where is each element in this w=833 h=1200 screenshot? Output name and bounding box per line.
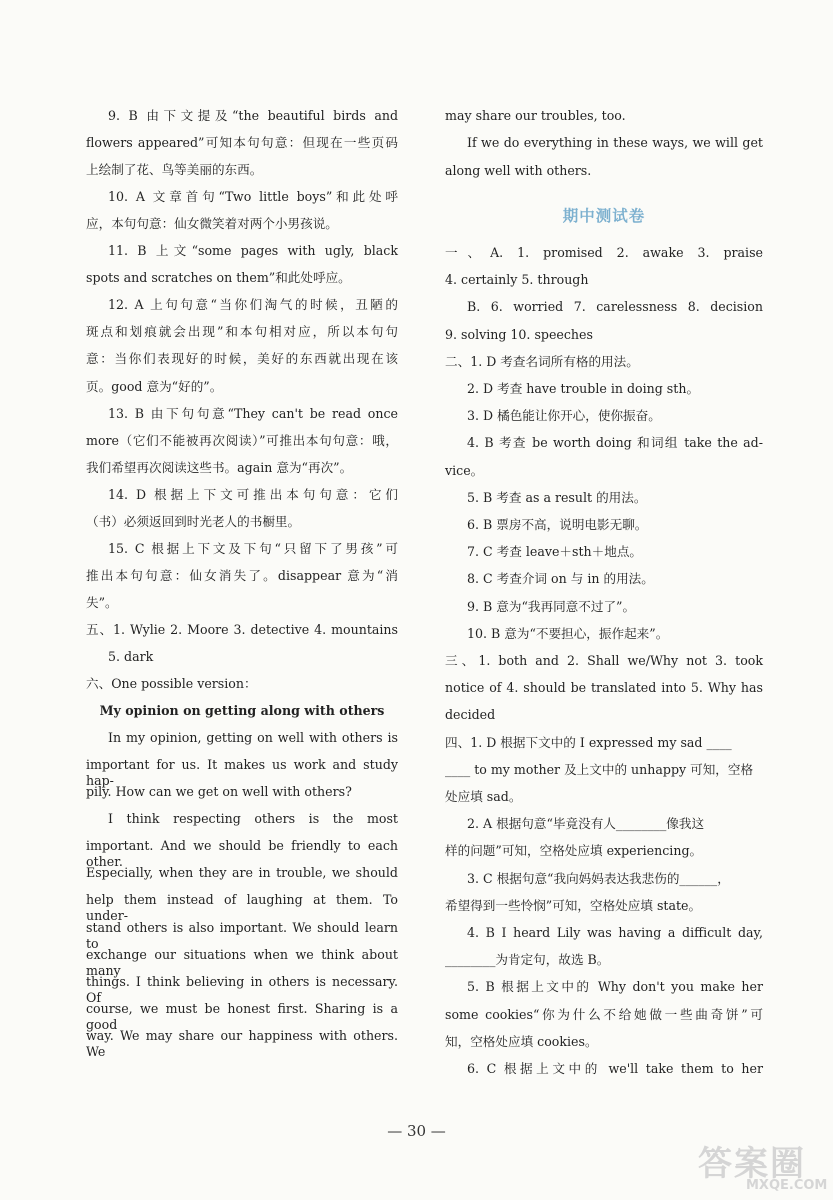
text-line: important. And we should be friendly to each other.	[86, 838, 398, 870]
text-line: B. 6. worried 7. carelessness 8. decision	[467, 299, 763, 315]
text-line: 六、One possible version：	[86, 676, 257, 692]
text-line: pily. How can we get on well with others?	[86, 784, 352, 800]
text-line: My opinion on getting along with others	[99, 703, 385, 719]
text-line: 处应填 sad。	[445, 789, 522, 804]
watermark-logo: 答案圈 MXQE.COM	[698, 1144, 828, 1193]
text-line: 4. certainly 5. through	[445, 272, 589, 288]
text-line: 希望得到一些怜悯”可知，空格处应填 state。	[445, 897, 702, 913]
text-line: 3. D 橘色能让你开心，使你振奋。	[467, 408, 661, 424]
text-line: （书）必须返回到时光老人的书橱里。	[86, 513, 301, 529]
text-line: 4. B 考查 be worth doing 和词组 take the ad-	[467, 435, 763, 451]
text-line: 7. C 考查 leave＋sth＋地点。	[467, 544, 643, 560]
text-line: 9. B 由下文提及“the beautiful birds and	[108, 108, 398, 123]
text-line: 知，空格处应填 cookies。	[445, 1033, 598, 1049]
text-line: 15. C 根据上下文及下句“只留下了男孩”可	[108, 540, 398, 556]
text-line: If we do everything in these ways, we will get	[467, 135, 763, 151]
text-line: 三、1. both and 2. Shall we/Why not 3. took	[445, 653, 763, 668]
text-line: 9. B 意为“我再同意不过了”。	[467, 598, 636, 614]
text-line: spots and scratches on them”和此处呼应。	[86, 270, 351, 286]
text-line: 6. B 票房不高，说明电影无聊。	[467, 517, 648, 532]
text-line: 上绘制了花、鸟等美丽的东西。	[86, 162, 263, 178]
text-line: 14. D 根据上下文可推出本句句意：它们	[108, 486, 398, 502]
text-line: 四、1. D 根据下文中的 I expressed my sad ____	[445, 734, 732, 750]
text-line: 失”。	[86, 594, 118, 610]
text-line: In my opinion, getting on well with others is	[108, 730, 398, 746]
text-line: ____ to my mother 及上文中的 unhappy 可知，空格	[445, 761, 754, 777]
text-line: 五、1. Wylie 2. Moore 3. detective 4. mountains	[86, 621, 398, 637]
text-line: 10. A 文章首句“Two little boys”和此处呼	[108, 189, 398, 205]
text-line: Especially, when they are in trouble, we should	[86, 865, 398, 881]
text-line: 3. C 根据句意“我向妈妈表达我悲伤的______，	[467, 870, 730, 886]
text-line: 4. B I heard Lily was having a difficult day,	[467, 925, 763, 940]
text-line: some cookies“你为什么不给她做一些曲奇饼”可	[445, 1006, 763, 1022]
text-line: 5. B 根据上文中的 Why don't you make her	[467, 979, 763, 995]
text-line: 2. A 根据句意“毕竟没有人________像我这	[467, 816, 705, 832]
text-line: notice of 4. should be translated into 5. Why has	[445, 680, 763, 696]
text-line: course, we must be honest first. Sharing is a good	[86, 1000, 398, 1032]
text-line: flowers appeared”可知本句句意：但现在一些页码	[86, 135, 398, 151]
text-line: 斑点和划痕就会出现”和本句相对应，所以本句句	[86, 324, 398, 340]
text-line: 一、A. 1. promised 2. awake 3. praise	[445, 245, 763, 260]
text-line: 13. B 由下句句意“They can't be read once	[108, 405, 398, 421]
text-line: 推出本句句意：仙女消失了。disappear 意为“消	[86, 567, 398, 583]
text-line: ________为肯定句，故选 B。	[445, 952, 610, 968]
text-line: exchange our situations when we think about many	[86, 946, 398, 978]
text-line: important for us. It makes us work and study hap-	[86, 757, 398, 789]
text-line: more（它们不能被再次阅读）”可推出本句句意：哦，	[86, 432, 398, 448]
text-line: decided	[445, 707, 496, 723]
text-line: I think respecting others is the most	[108, 811, 398, 827]
text-line: 5. dark	[108, 649, 154, 664]
text-line: along well with others.	[445, 162, 592, 178]
text-line: 二、1. D 考查名词所有格的用法。	[445, 353, 639, 369]
text-line: 页。good 意为“好的”。	[86, 378, 223, 394]
text-line: 我们希望再次阅读这些书。again 意为“再次”。	[86, 459, 353, 475]
text-line: stand others is also important. We should learn to	[86, 919, 398, 951]
text-line: 10. B 意为“不要担心，振作起来”。	[467, 625, 669, 641]
text-line: 2. D 考查 have trouble in doing sth。	[467, 381, 700, 396]
text-line: 样的问题”可知，空格处应填 experiencing。	[445, 843, 703, 859]
page-number: — 30 —	[387, 1122, 446, 1140]
text-line: may share our troubles, too.	[445, 108, 626, 123]
text-line: help them instead of laughing at them. To under-	[86, 892, 398, 924]
text-line: things. I think believing in others is necessary. Of	[86, 973, 398, 1005]
text-line: vice。	[445, 462, 484, 478]
text-line: 11. B 上文“some pages with ugly, black	[108, 243, 398, 259]
text-line: 应，本句句意：仙女微笑着对两个小男孩说。	[86, 216, 338, 232]
text-line: 12. A 上句句意“当你们淘气的时候，丑陋的	[108, 297, 398, 313]
section-title: 期中测试卷	[562, 207, 646, 225]
text-line: 5. B 考查 as a result 的用法。	[467, 489, 647, 505]
text-line: 8. C 考查介词 on 与 in 的用法。	[467, 571, 654, 587]
text-line: 意：当你们表现好的时候，美好的东西就出现在该	[86, 351, 398, 367]
text-line: 6. C 根据上文中的 we'll take them to her	[467, 1061, 763, 1076]
text-line: 9. solving 10. speeches	[445, 326, 593, 342]
text-line: way. We may share our happiness with others. We	[86, 1027, 398, 1059]
